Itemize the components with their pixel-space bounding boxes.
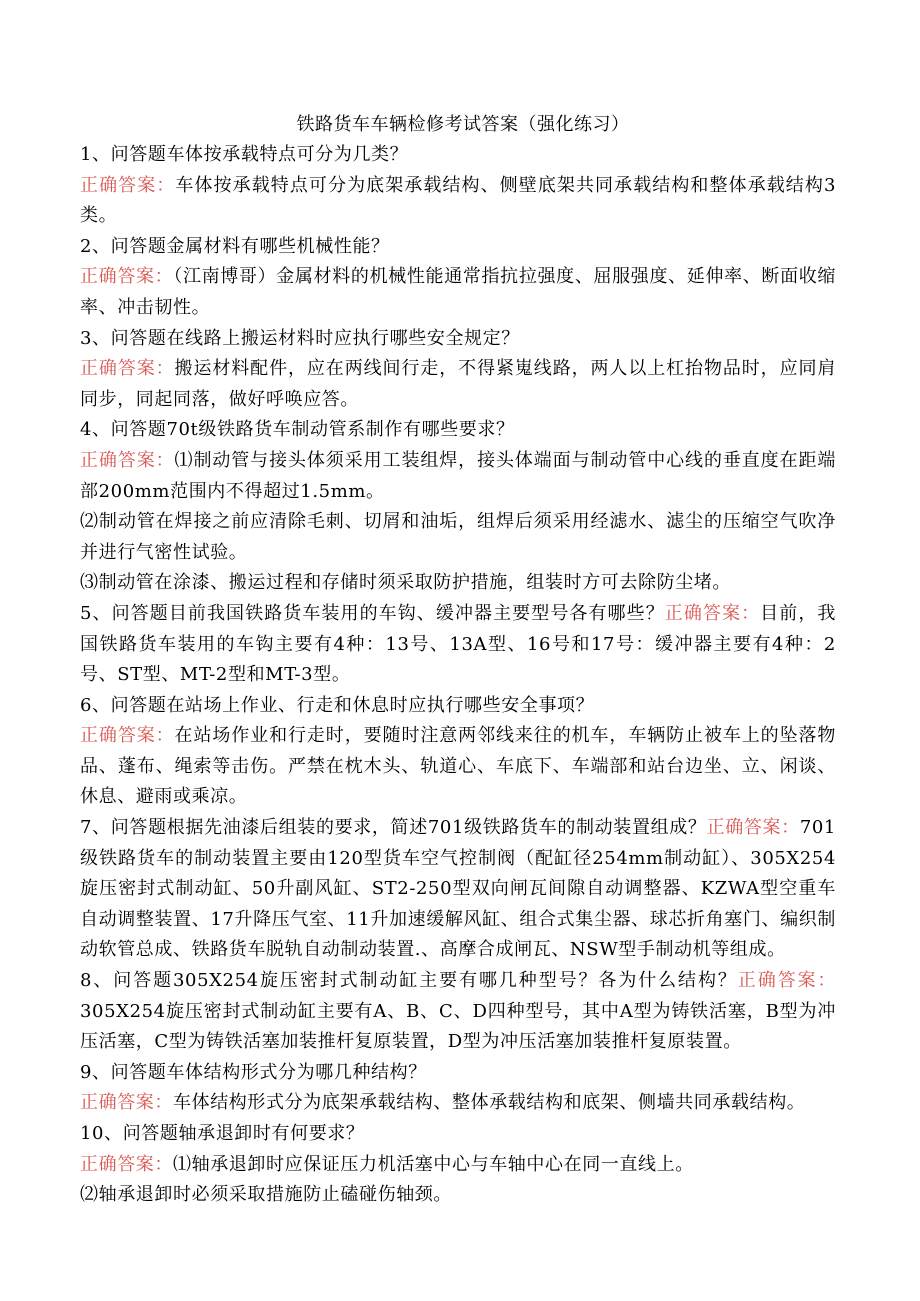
- question-8: [80, 966, 836, 1058]
- answer-label: 正确答案：: [664, 602, 761, 624]
- answer-text: 搬运材料配件，应在两线间行走，不得紧嵬线路，两人以上杠抬物品时，应同肩同步，同起同落，做好呼唤应答。: [80, 358, 837, 410]
- question-text: 3、问答题在线路上搬运材料时应执行哪些安全规定？: [80, 327, 520, 349]
- answer-label: 正确答案：: [80, 449, 175, 471]
- question-7: [80, 813, 836, 966]
- question-text: 7、问答题根据先油漆后组装的要求，简述701级铁路货车的制动装置组成？: [80, 817, 707, 839]
- question-text: 8、问答题305X254旋压密封式制动缸主要有哪几种型号？各为什么结构？: [80, 970, 738, 992]
- answer-9: [80, 1088, 836, 1119]
- answer-10-item-2: ⑵轴承退卸时必须采取措施防止磕碰伤轴颈。: [80, 1184, 452, 1206]
- question-3: [80, 324, 836, 355]
- question-6: [80, 691, 836, 722]
- answer-text: 车体结构形式分为底架承载结构、整体承载结构和底架、侧墙共同承载结构。: [173, 1092, 806, 1114]
- answer-label: 正确答案：: [80, 266, 174, 288]
- answer-label: 正确答案：: [737, 970, 837, 992]
- question-text: 2、问答题金属材料有哪些机械性能？: [80, 235, 390, 257]
- question-text: 10、问答题轴承退卸时有何要求？: [80, 1123, 365, 1144]
- answer-label: 正确答案：: [80, 174, 176, 196]
- answer-10: [80, 1150, 836, 1181]
- answer-text: 305X254旋压密封式制动缸主要有A、B、C、D四种型号，其中A型为铸铁活塞，B型为冲压活塞，C型为铸铁活塞加装推杆复原装置，D型为冲压活塞加装推杆复原装置。: [80, 1000, 836, 1053]
- answer-4: [80, 446, 836, 507]
- question-text: 6、问答题在站场上作业、行走和休息时应执行哪些安全事项？: [80, 694, 595, 716]
- answer-label: 正确答案：: [80, 358, 175, 380]
- answer-label: 正确答案：: [706, 817, 800, 839]
- answer-label: 正确答案：: [80, 1153, 173, 1175]
- question-1: [80, 140, 836, 171]
- answer-2: [80, 262, 836, 323]
- question-text: 1、问答题车体按承载特点可分为几类？: [80, 144, 409, 165]
- answer-text: （江南博哥）金属材料的机械性能通常指抗拉强度、屈服强度、延伸率、断面收缩率、冲击韧性。: [80, 266, 837, 318]
- answer-6: [80, 721, 836, 813]
- answer-4-item-2: ⑵制动管在焊接之前应清除毛刺、切屑和油垢，组焊后须采用经滤水、滤尘的压缩空气吹净并进行气密性试验。: [80, 511, 836, 563]
- question-text: 5、问答题目前我国铁路货车装用的车钩、缓冲器主要型号各有哪些？: [80, 602, 665, 624]
- answer-3: [80, 354, 836, 415]
- answer-text: 车体按承载特点可分为底架承载结构、侧壁底架共同承载结构和整体承载结构3类。: [80, 174, 837, 227]
- question-5: [80, 599, 836, 691]
- question-9: [80, 1058, 836, 1089]
- question-text: 4、问答题70t级铁路货车制动管系制作有哪些要求？: [80, 419, 515, 441]
- page-title: 铁路货车车辆检修考试答案（强化练习）: [296, 114, 630, 135]
- answer-text: ⑴制动管与接头体须采用工装组焊，接头体端面与制动管中心线的垂直度在距端部200mm范围内不得超过1.5mm。: [80, 449, 837, 502]
- document-body: [80, 140, 836, 1211]
- answer-text: 701级铁路货车的制动装置主要由120型货车空气控制阀（配缸径254mm制动缸）、305X254旋压密封式制动缸、50升副风缸、ST2-250型双向闸瓦间隙自动调整器、KZWA型空重车自动调整装置、17升降压气室、11升加速缓解风缸、组合式集尘器、球芯折角塞门、编织制动软管总成、铁路货车脱轨自动制动装置.、高摩合成闸瓦、NSW型手制动机等组成。: [80, 817, 836, 961]
- answer-1: [80, 171, 836, 232]
- question-2: [80, 232, 836, 263]
- question-text: 9、问答题车体结构形式分为哪几种结构？: [80, 1061, 427, 1083]
- answer-label: 正确答案：: [80, 725, 175, 747]
- answer-text: 目前，我国铁路货车装用的车钩主要有4种：13号、13A型、16号和17号：缓冲器主要有4种：2号、ST型、MT-2型和MT-3型。: [80, 602, 836, 686]
- answer-text: 在站场作业和行走时，要随时注意两邻线来往的机车，车辆防止被车上的坠落物品、蓬布、绳索等击伤。严禁在枕木头、轨道心、车底下、车端部和站台边坐、立、闲谈、休息、避雨或乘凉。: [80, 725, 837, 808]
- answer-label: 正确答案：: [80, 1092, 173, 1114]
- question-10: [80, 1119, 836, 1150]
- answer-4-item-3: ⑶制动管在涂漆、搬运过程和存储时须采取防护措施，组装时方可去除防尘堵。: [80, 572, 731, 594]
- question-4: [80, 415, 836, 446]
- answer-text: ⑴轴承退卸时应保证压力机活塞中心与车轴中心在同一直线上。: [173, 1153, 694, 1175]
